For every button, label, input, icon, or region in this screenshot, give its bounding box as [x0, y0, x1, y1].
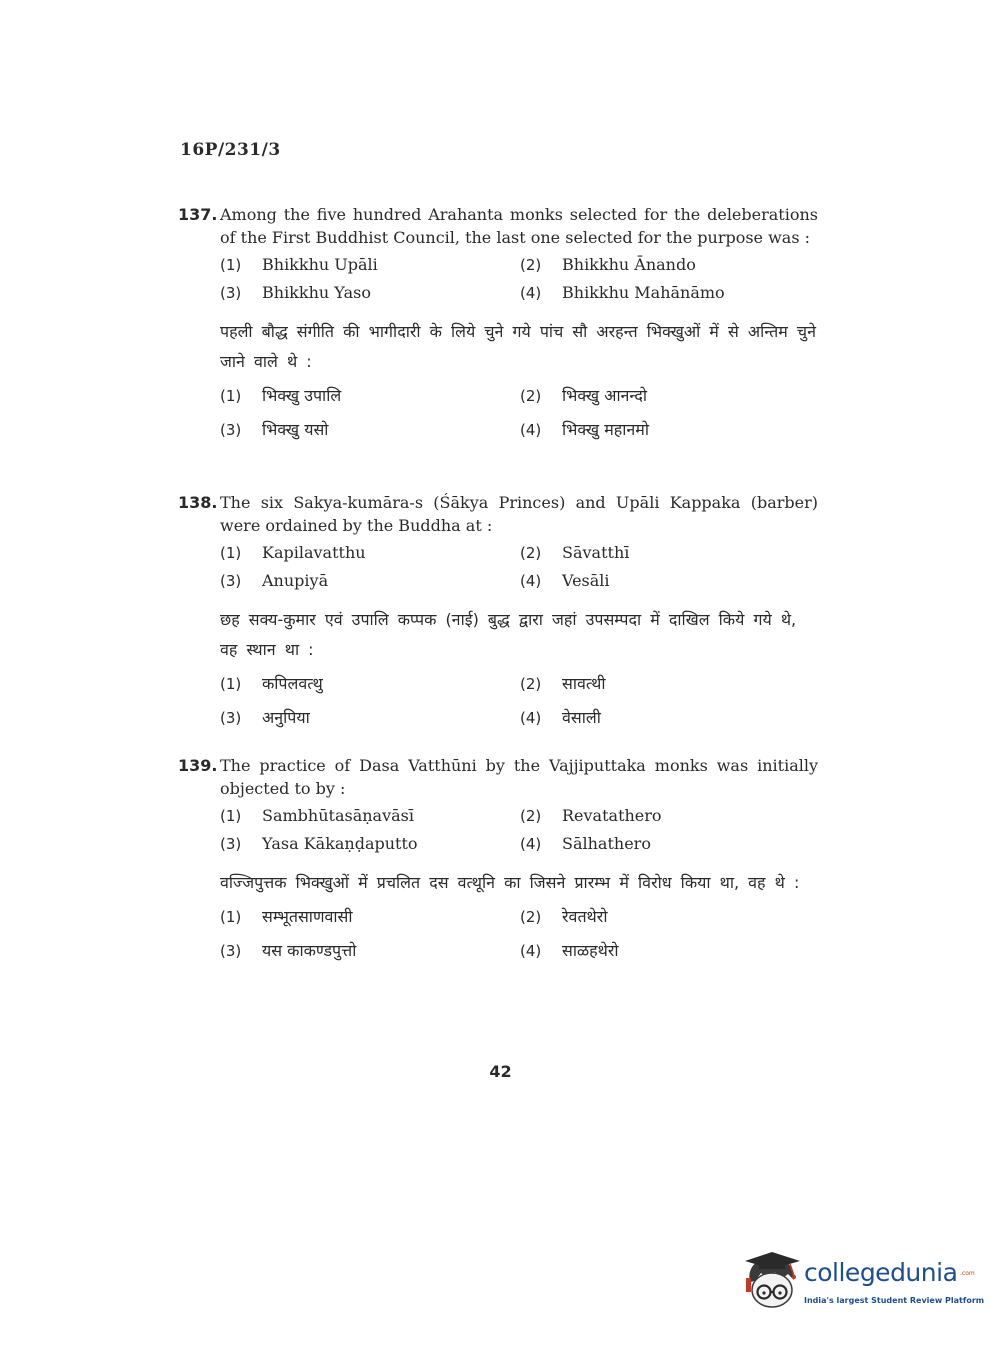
mascot-logo-icon — [742, 1252, 802, 1312]
option-number: (1) — [220, 256, 242, 274]
option-3-hindi — [220, 705, 520, 731]
question-138 — [178, 491, 818, 731]
option-number: (2) — [520, 807, 542, 825]
option-number: (2) — [520, 908, 542, 926]
question-number: 137. — [178, 205, 218, 224]
option-number: (1) — [220, 675, 242, 693]
options-english — [220, 541, 818, 593]
paper-code: 16P/231/3 — [180, 140, 281, 160]
option-number: (2) — [520, 675, 542, 693]
question-body: Among the five hundred Arahanta monks selected for the deleberations of the First Buddhist Council, the last one selected for the purpose was : — [220, 205, 818, 247]
brand-tagline: India's largest Student Review Platform — [804, 1296, 985, 1305]
option-number: (4) — [520, 942, 542, 960]
question-body: The practice of Dasa Vatthūni by the Vajjiputtaka monks was initially objected to by : — [220, 756, 818, 798]
option-4-hindi — [520, 938, 820, 964]
option-number: (4) — [520, 835, 542, 853]
option-text: सावत्थी — [562, 674, 606, 693]
option-number: (3) — [220, 284, 242, 302]
question-text-hindi: पहली बौद्ध संगीति की भागीदारी के लिये चुने गये पांच सौ अरहन्त भिक्खुओं में से अन्तिम चुने जाने वाले थे : — [220, 322, 816, 371]
option-number: (1) — [220, 387, 242, 405]
option-number: (1) — [220, 544, 242, 562]
option-number: (4) — [520, 572, 542, 590]
brand-name: collegedunia — [804, 1258, 958, 1287]
question-text — [178, 203, 818, 249]
option-text: भिक्खु आनन्दो — [562, 386, 648, 405]
option-number: (1) — [220, 908, 242, 926]
option-text: रेवतथेरो — [562, 907, 608, 926]
option-3 — [220, 832, 520, 856]
question-number: 139. — [178, 756, 218, 775]
option-text: Kapilavatthu — [262, 543, 366, 562]
option-4 — [520, 281, 820, 305]
page-number: 42 — [489, 1062, 512, 1081]
option-text: साळहथेरो — [562, 941, 619, 960]
option-3-hindi — [220, 938, 520, 964]
option-4-hindi — [520, 417, 820, 443]
option-text: कपिलवत्थु — [262, 674, 323, 693]
option-1-hindi — [220, 383, 520, 409]
option-number: (3) — [220, 835, 242, 853]
option-text: भिक्खु उपालि — [262, 386, 342, 405]
option-2-hindi — [520, 904, 820, 930]
options-hindi — [220, 383, 818, 443]
option-2 — [520, 253, 820, 277]
option-3 — [220, 569, 520, 593]
option-text: Anupiyā — [262, 571, 329, 590]
option-text: Sālhathero — [562, 834, 651, 853]
option-number: (3) — [220, 421, 242, 439]
option-text: Sambhūtasāṇavāsī — [262, 806, 414, 825]
option-4 — [520, 569, 820, 593]
option-1-hindi — [220, 904, 520, 930]
question-text-hindi: वज्जिपुत्तक भिक्खुओं में प्रचलित दस वत्थूनि का जिसने प्रारम्भ में विरोध किया था, वह थे : — [220, 873, 800, 892]
option-number: (4) — [520, 284, 542, 302]
option-text: अनुपिया — [262, 708, 310, 727]
option-number: (4) — [520, 421, 542, 439]
option-1 — [220, 253, 520, 277]
options-english — [220, 253, 818, 305]
brand-watermark[interactable] — [742, 1250, 985, 1320]
option-text: Sāvatthī — [562, 543, 630, 562]
option-number: (1) — [220, 807, 242, 825]
option-number: (2) — [520, 387, 542, 405]
option-number: (3) — [220, 572, 242, 590]
option-2 — [520, 541, 820, 565]
option-2 — [520, 804, 820, 828]
question-137 — [178, 203, 818, 443]
option-text: यस काकण्डपुत्तो — [262, 941, 357, 960]
question-139 — [178, 754, 818, 964]
option-text: वेसाली — [562, 708, 601, 727]
option-number: (3) — [220, 709, 242, 727]
option-number: (3) — [220, 942, 242, 960]
brand-domain: .com — [960, 1270, 975, 1277]
option-3 — [220, 281, 520, 305]
option-4-hindi — [520, 705, 820, 731]
option-text: Bhikkhu Upāli — [262, 255, 378, 274]
option-text: Vesāli — [562, 571, 610, 590]
option-number: (2) — [520, 544, 542, 562]
option-text: भिक्खु यसो — [262, 420, 329, 439]
option-text: Revatathero — [562, 806, 662, 825]
question-text — [178, 491, 818, 537]
option-2-hindi — [520, 671, 820, 697]
option-text: Bhikkhu Yaso — [262, 283, 371, 302]
option-2-hindi — [520, 383, 820, 409]
options-hindi — [220, 671, 818, 731]
question-number: 138. — [178, 493, 218, 512]
option-4 — [520, 832, 820, 856]
option-text: Yasa Kākaṇḍaputto — [262, 834, 418, 853]
option-1 — [220, 541, 520, 565]
option-text: Bhikkhu Ānando — [562, 255, 696, 274]
question-text-hindi: छह सक्य-कुमार एवं उपालि कप्पक (नाई) बुद्ध द्वारा जहां उपसम्पदा में दाखिल किये गये थे, वह स्थान था : — [220, 610, 797, 659]
options-hindi — [220, 904, 818, 964]
option-text: सम्भूतसाणवासी — [262, 907, 353, 926]
option-number: (2) — [520, 256, 542, 274]
option-1 — [220, 804, 520, 828]
option-number: (4) — [520, 709, 542, 727]
question-text — [178, 754, 818, 800]
options-english — [220, 804, 818, 856]
option-text: Bhikkhu Mahānāmo — [562, 283, 725, 302]
option-text: भिक्खु महानमो — [562, 420, 649, 439]
option-1-hindi — [220, 671, 520, 697]
option-3-hindi — [220, 417, 520, 443]
question-body: The six Sakya-kumāra-s (Śākya Princes) and Upāli Kappaka (barber) were ordained by the Buddha at : — [220, 493, 818, 535]
